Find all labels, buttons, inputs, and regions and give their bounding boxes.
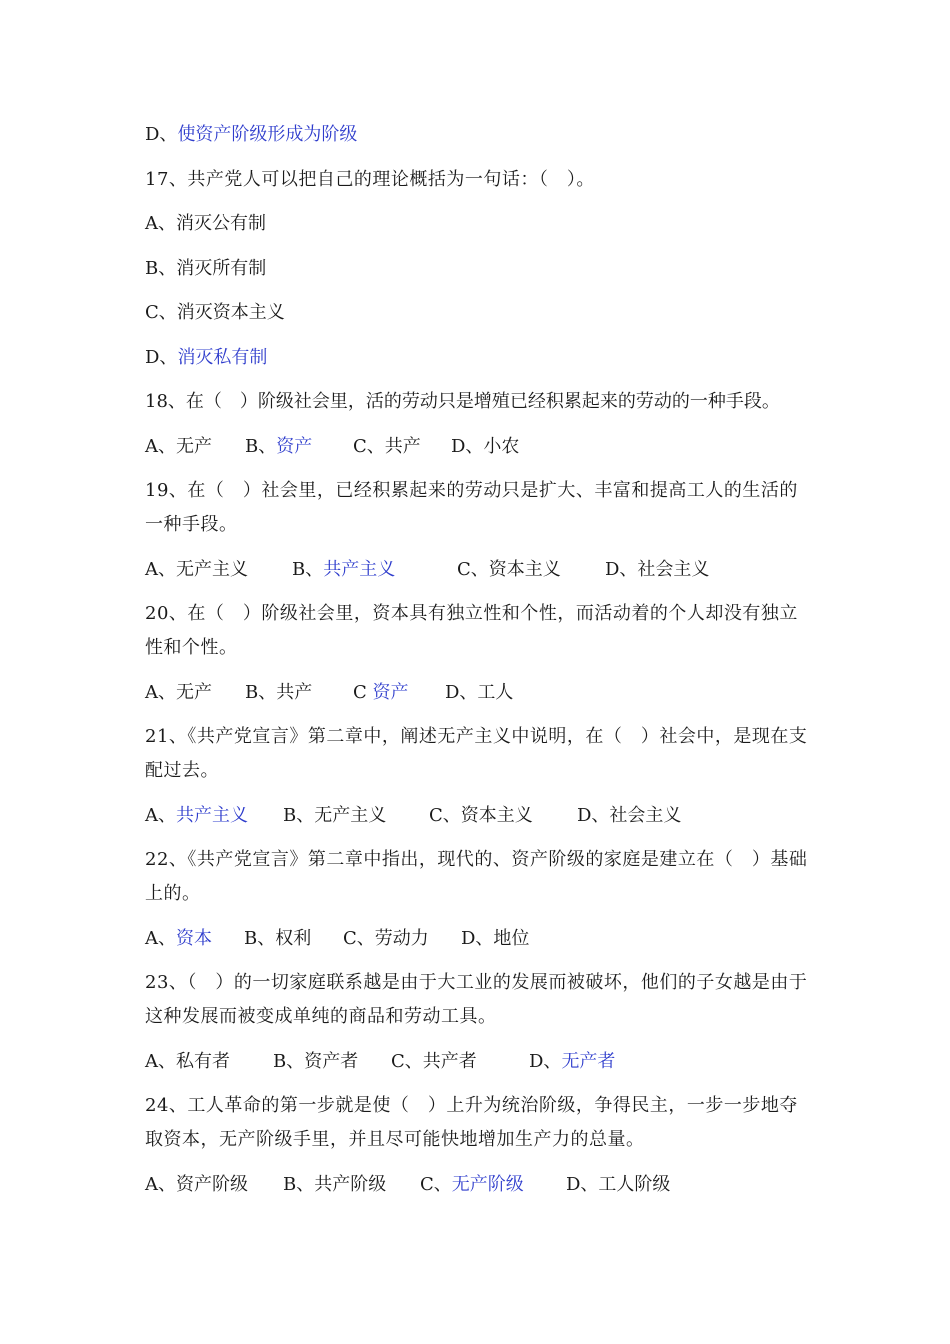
q17-option-a: A、消灭公有制 [145,213,266,234]
correct-answer: 共产主义 [323,558,396,580]
q24-option-d: D、工人阶级 [566,1173,671,1195]
option-prefix: D、 [145,124,178,145]
question-19: 19、在（ ）社会里，已经积累起来的劳动只是扩大、丰富和提高工人的生活的一种手段。 [145,480,798,535]
q20-options [145,676,810,710]
option-prefix: A、 [145,804,176,826]
q22-option-d: D、地位 [461,927,530,949]
q18-options [145,430,810,464]
correct-answer: 无产阶级 [451,1173,524,1195]
q19-option-c: C、资本主义 [457,558,561,580]
q22-option-b: B、权利 [244,927,312,949]
option-prefix: D、 [529,1050,562,1072]
correct-answer: 共产主义 [176,804,248,826]
q22-options [145,922,810,956]
correct-answer: 资产 [276,435,313,457]
q19-options [145,553,810,587]
q18-option-c: C、共产 [353,435,421,457]
option-prefix: D、 [145,346,178,368]
q24-option-c [420,1168,566,1202]
correct-answer: 资本 [176,927,212,949]
q20-option-c [353,676,445,710]
q19-option-d: D、社会主义 [605,558,710,580]
correct-answer: 无产者 [561,1050,616,1072]
q24-option-a: A、资产阶级 [145,1173,248,1195]
q23-option-b: B、资产者 [273,1050,359,1072]
correct-answer: 消灭私有制 [177,346,268,368]
question-23: 23、（ ）的一切家庭联系越是由于大工业的发展而被破坏，他们的子女越是由于这种发展而被变成单纯的商品和劳动工具。 [145,972,808,1027]
q19-option-b [292,553,457,587]
q18-option-b [245,430,353,464]
q23-option-a: A、私有者 [145,1050,230,1072]
question-24: 24、工人革命的第一步就是使（ ）上升为统治阶级，争得民主，一步一步地夺取资本，无产阶级手里，并且尽可能快地增加生产力的总量。 [145,1095,798,1150]
correct-answer: 资产 [372,681,409,703]
q18-option-d: D、小农 [451,435,520,457]
q21-option-c: C、资本主义 [429,804,533,826]
q16-option-d [145,118,810,152]
q23-option-d [529,1045,615,1079]
q19-option-a: A、无产主义 [145,558,248,580]
correct-answer: 使资产阶级形成为阶级 [177,124,358,145]
q24-option-b: B、共产阶级 [283,1173,387,1195]
question-20: 20、在（ ）阶级社会里，资本具有独立性和个性，而活动着的个人却没有独立性和个性。 [145,603,798,658]
option-prefix: B、 [245,435,277,457]
q20-option-d: D、工人 [445,681,514,703]
q22-option-c: C、劳动力 [343,927,429,949]
q21-options [145,799,810,833]
q17-option-d [145,341,810,375]
q21-option-d: D、社会主义 [577,804,682,826]
option-prefix: A、 [145,927,176,949]
q21-option-b: B、无产主义 [283,804,387,826]
q24-options [145,1168,810,1202]
q20-option-a: A、无产 [145,681,212,703]
question-17: 17、共产党人可以把自己的理论概括为一句话：（ ）。 [145,168,595,190]
option-prefix: C、 [420,1173,452,1195]
question-21: 21、《共产党宣言》第二章中，阐述无产主义中说明，在（ ）社会中，是现在支配过去。 [145,726,808,781]
question-list [145,118,810,1212]
q18-option-a: A、无产 [145,435,212,457]
q20-option-b: B、共产 [245,681,313,703]
q23-option-c: C、共产者 [391,1050,477,1072]
q21-option-a [145,799,283,833]
question-22: 22、《共产党宣言》第二章中指出，现代的、资产阶级的家庭是建立在（ ）基础上的。 [145,849,808,904]
q22-option-a [145,922,244,956]
q17-option-b: B、消灭所有制 [145,257,267,279]
question-18: 18、在（ ）阶级社会里，活的劳动只是增殖已经积累起来的劳动的一种手段。 [145,391,780,412]
q17-option-c: C、消灭资本主义 [145,302,285,323]
option-prefix: B、 [292,558,324,580]
option-prefix: C [353,681,373,703]
q23-options [145,1045,810,1079]
